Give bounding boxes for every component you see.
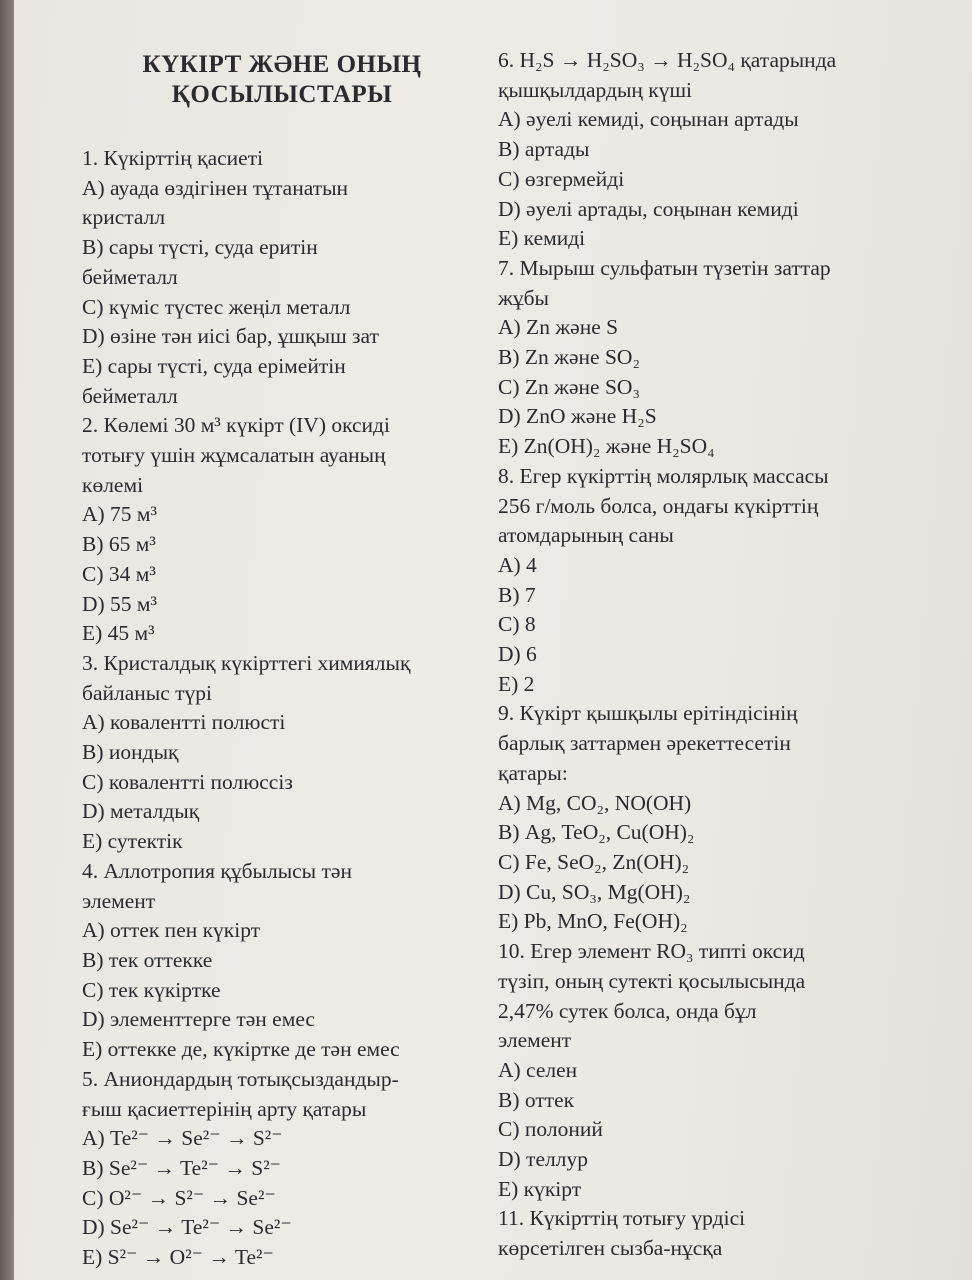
left-text-line: А) оттек пен күкірт (82, 918, 261, 943)
left-text-line: D) Se²⁻ → Te²⁻ → Se²⁻ (82, 1215, 292, 1240)
left-text-line: В) иондық (82, 740, 179, 765)
left-text-line: 3. Кристалдық күкірттегі химиялық (82, 650, 411, 675)
right-text-line: С) Zn және SO₃ (498, 374, 640, 399)
left-text-line: В) сары түсті, суда еритін (82, 235, 318, 260)
title-line-2: ҚОСЫЛЫСТАРЫ (171, 81, 393, 108)
left-text-line: А) ауада өздігінен тұтанатын (82, 175, 349, 200)
right-text-line: E) Pb, MnO, Fe(OH)₂ (498, 909, 688, 934)
right-text-line: А) 4 (498, 552, 537, 577)
page-title (82, 50, 482, 110)
right-text-line: E) кемиді (498, 226, 586, 251)
right-text-line: D) ZnO және H₂S (498, 404, 657, 429)
right-text-line: қышқылдардың күші (498, 77, 693, 102)
right-text-line: С) полоний (498, 1117, 603, 1142)
right-question-list (498, 46, 918, 1264)
left-text-line: D) 55 м³ (82, 591, 157, 616)
left-text-line: бейметалл (82, 383, 178, 408)
right-text-line: 6. H₂S → H₂SO₃ → H₂SO₄ қатарында (498, 48, 837, 72)
right-text-line: барлық заттармен әрекеттесетін (498, 731, 791, 756)
left-question-list (82, 144, 482, 1273)
left-text-line: E) S²⁻ → O²⁻ → Te²⁻ (82, 1245, 274, 1270)
right-text-line: С) өзгермейді (498, 166, 625, 191)
right-text-line: E) күкірт (498, 1176, 582, 1201)
title-gap (82, 110, 482, 144)
right-text-line: 2,47% сутек болса, онда бұл (498, 998, 757, 1023)
left-text-line: E) сары түсті, суда ерімейтін (82, 353, 346, 378)
right-text-line: D) теллур (498, 1147, 588, 1172)
left-text-line: тотығу үшін жұмсалатын ауаның (82, 443, 386, 468)
right-text-line: А) Mg, CO₂, NO(OH) (498, 790, 692, 815)
right-text-line: E) 2 (498, 671, 535, 696)
left-text-line: А) 75 м³ (82, 502, 157, 527)
left-text-line: бейметалл (82, 264, 178, 289)
document-page (14, 0, 972, 1280)
right-text-line: А) селен (498, 1057, 578, 1082)
left-text-line: D) элементтерге тән емес (82, 1007, 315, 1032)
left-text-line: С) 34 м³ (82, 561, 156, 586)
right-text-line: С) Fe, SeO₂, Zn(OH)₂ (498, 849, 690, 874)
left-text-line: 4. Аллотропия құбылысы тән (82, 858, 352, 883)
right-text-line: E) Zn(OH)₂ және H₂SO₄ (498, 434, 715, 459)
right-text-line: А) Zn және S (498, 315, 619, 340)
right-text-line: А) әуелі кемиді, соңынан артады (498, 107, 799, 132)
right-text-line: қатары: (498, 760, 568, 785)
right-text-line: D) Cu, SO₃, Mg(OH)₂ (498, 879, 691, 904)
left-text-line: 5. Аниондардың тотықсыздандыр- (82, 1066, 399, 1091)
right-text-line: 10. Егер элемент RO₃ типті оксид (498, 939, 805, 964)
right-text-line: В) Ag, TeO₂, Cu(OH)₂ (498, 820, 695, 845)
left-text-line: 2. Көлемі 30 м³ күкірт (IV) оксиді (82, 413, 390, 438)
right-text-line: 8. Егер күкірттің молярлық массасы (498, 463, 829, 488)
right-text-line: В) 7 (498, 582, 536, 607)
left-text-line: В) Se²⁻ → Te²⁻ → S²⁻ (82, 1155, 282, 1180)
left-text-line: В) 65 м³ (82, 532, 156, 557)
left-text-line: E) оттекке де, күкіртке де тән емес (82, 1037, 400, 1062)
left-text-line: байланыс түрі (82, 680, 212, 705)
page-fold-shadow (0, 0, 14, 1280)
left-column (82, 0, 482, 1273)
left-text-line: E) сутектік (82, 829, 183, 854)
left-text-line: D) металдық (82, 799, 200, 824)
right-text-line: түзіп, оның сутекті қосылысында (498, 968, 806, 993)
left-text-line: С) күміс түстес жеңіл металл (82, 294, 351, 319)
left-text-line: С) ковалентті полюссіз (82, 769, 293, 794)
right-text-line: В) Zn және SO₂ (498, 345, 640, 370)
right-text-line: атомдарының саны (498, 523, 674, 548)
left-text-line: көлемі (82, 472, 144, 497)
left-text-line: D) өзіне тән иісі бар, ұшқыш зат (82, 324, 379, 349)
right-text-line: В) артады (498, 137, 590, 162)
right-text-line: D) әуелі артады, соңынан кемиді (498, 196, 799, 221)
left-text-line: А) ковалентті полюсті (82, 710, 286, 735)
right-text-line: көрсетілген сызба-нұсқа (498, 1236, 723, 1261)
left-text-line: E) 45 м³ (82, 621, 155, 646)
title-line-1: КҮКІРТ ЖӘНЕ ОНЫҢ (142, 51, 422, 78)
right-text-line: элемент (498, 1028, 572, 1053)
left-text-line: элемент (82, 888, 156, 913)
right-text-line: С) 8 (498, 612, 536, 637)
left-text-line: 1. Күкірттің қасиеті (82, 146, 264, 170)
right-text-line: жұбы (498, 285, 549, 310)
left-text-line: С) O²⁻ → S²⁻ → Se²⁻ (82, 1185, 276, 1210)
right-text-line: 11. Күкірттің тотығу үрдісі (498, 1206, 746, 1231)
left-text-line: В) тек оттекке (82, 947, 213, 972)
left-text-line: кристалл (82, 205, 166, 230)
right-text-line: 9. Күкірт қышқылы ерітіндісінің (498, 701, 798, 726)
left-text-line: А) Te²⁻ → Se²⁻ → S²⁻ (82, 1126, 283, 1151)
right-text-line: D) 6 (498, 642, 537, 667)
right-text-line: 256 г/моль болса, ондағы күкірттің (498, 493, 819, 518)
right-text-line: 7. Мырыш сульфатын түзетін заттар (498, 255, 831, 280)
right-text-line: В) оттек (498, 1087, 575, 1112)
right-column (498, 0, 918, 1264)
left-text-line: ғыш қасиеттерінің арту қатары (82, 1096, 367, 1121)
left-text-line: С) тек күкіртке (82, 977, 221, 1002)
